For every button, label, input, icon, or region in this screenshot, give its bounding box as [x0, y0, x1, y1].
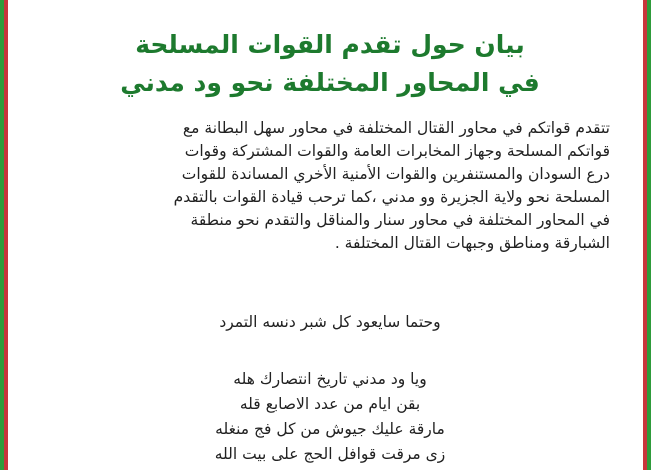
poem-line-4: زى مرقت قوافل الحج على بيت الله — [214, 445, 446, 463]
poem-line-3: مارقة عليك جيوش من كل فج منغله — [215, 420, 445, 438]
poem-line-1: ويا ود مدني تاريخ انتصارك هله — [233, 370, 427, 388]
body-line-3: درع السودان والمستنفرين والقوات الأمنية الأخري المساندة للقوات — [181, 165, 610, 183]
poem-line-2: بقن ايام من عدد الاصابع قله — [239, 395, 421, 413]
body-line-5: في المحاور المختلفة في محاور سنار والمناقل والتقدم نحو منطقة — [190, 211, 610, 229]
body-line-2: قواتكم المسلحة وجهاز المخابرات العامة والقوات المشتركة وقوات — [184, 142, 610, 160]
statement-title — [40, 26, 620, 102]
body-line-4: المسلحة نحو ولاية الجزيرة وو مدني ،كما ترحب قيادة القوات بالتقدم — [173, 188, 610, 206]
body-line-6: الشبارقة ومناطق وجبهات القتال المختلفة . — [334, 234, 610, 252]
body-line-1: تتقدم قواتكم في محاور القتال المختلفة في محاور سهل البطانة مع — [182, 119, 610, 137]
statement-body — [30, 117, 610, 255]
poem-verses — [40, 367, 620, 467]
frame-border-right-green — [647, 0, 651, 470]
title-line-1: بيان حول تقدم القوات المسلحة — [135, 30, 525, 59]
closing-sentence: وحتما سايعود كل شبر دنسه التمرد — [219, 313, 441, 331]
frame-border-left-red — [4, 0, 8, 470]
title-line-2: في المحاور المختلفة نحو ود مدني — [120, 68, 540, 97]
